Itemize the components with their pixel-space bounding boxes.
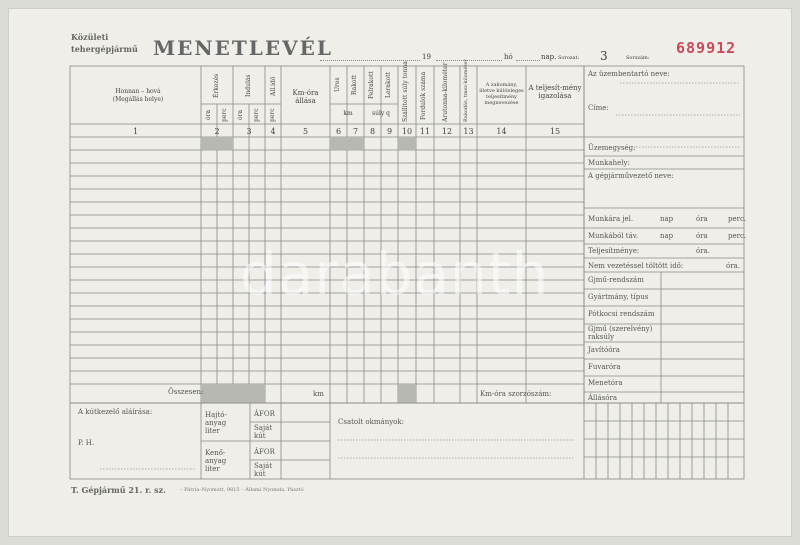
- waybill-form: [8, 8, 792, 537]
- gyartmany-label: Gyártmány, típus: [588, 293, 649, 301]
- ph-label: P. H.: [78, 439, 95, 447]
- uzemegyseg-label: Üzemegység:: [588, 144, 636, 152]
- col-ures: Üres: [334, 77, 341, 93]
- tehergepjarmu-label: tehergépjármű: [71, 44, 138, 54]
- col-erkezes-perc: perc: [221, 108, 228, 122]
- munkabol-nap: nap: [660, 232, 674, 240]
- munkahely-label: Munkahely:: [588, 159, 630, 167]
- munkara-ora: óra: [696, 215, 708, 223]
- col-lerakott: Lerakott: [385, 71, 392, 99]
- keno-anyag: anyag: [205, 457, 227, 465]
- serial-number: 689912: [676, 39, 737, 57]
- colnum-14: 14: [496, 127, 507, 136]
- cime-label: Címe:: [588, 104, 609, 112]
- hajto-sajat-kut: [254, 424, 272, 440]
- col-indulas: Indulás: [245, 74, 252, 98]
- colnum-6: 6: [335, 127, 342, 136]
- keno-afor: ÁFOR: [254, 448, 275, 456]
- hajto-sajat: Saját: [254, 424, 273, 432]
- col-km-ora: Km-óra: [292, 89, 319, 97]
- nem-vezetessel-ora: óra.: [726, 262, 740, 270]
- keno-liter: liter: [205, 465, 220, 473]
- col-erkezes: Érkezés: [213, 73, 220, 99]
- form-code: T. Gépjármű 21. r. sz.: [71, 485, 166, 495]
- col-szallitott: Szállított súly tonna: [402, 61, 409, 122]
- teljesitmenye-ora: óra.: [696, 247, 710, 255]
- hajto-label: [205, 411, 227, 435]
- ho-label: hó: [504, 53, 513, 61]
- sorszam-label: Sorszám:: [626, 55, 650, 61]
- colnum-1: 1: [132, 127, 139, 136]
- hajto-kut: kút: [254, 432, 266, 440]
- col-fordulok: Fordulók száma: [420, 71, 427, 121]
- hajto-anyag: anyag: [205, 419, 227, 427]
- colnum-12: 12: [441, 127, 453, 136]
- col-km: km: [343, 110, 353, 117]
- km-label: km: [313, 390, 324, 398]
- munkabol-ora: óra: [696, 232, 708, 240]
- osszesen-label: Összesen:: [168, 388, 204, 396]
- keno-kut: kút: [254, 470, 266, 478]
- munkara-perc: perc.: [728, 215, 747, 223]
- colnum-15: 15: [549, 127, 561, 136]
- form-title: MENETLEVÉL: [153, 36, 333, 60]
- hajto-word: Hajtó-: [205, 411, 227, 419]
- colnum-11: 11: [419, 127, 431, 136]
- col-megallas: (Megállás helye): [112, 96, 164, 103]
- colnum-2: 2: [214, 127, 220, 136]
- uzembentarto-label: Az üzembentartó neve:: [588, 70, 670, 78]
- kutkezelo-label: A kútkezelő aláírása:: [78, 408, 153, 416]
- sorozat-value: 3: [600, 49, 608, 63]
- keno-word: Kenő-: [205, 449, 226, 457]
- watermark: darabanth: [240, 240, 550, 308]
- col-allido: Áll.idő: [270, 76, 277, 96]
- gjmu-rendszam-label: Gjmű-rendszám: [588, 276, 644, 284]
- keno-label: [205, 449, 226, 473]
- col-erkezes-ora: óra: [205, 109, 212, 121]
- csatolt-okmanyok-label: Csatolt okmányok:: [338, 418, 404, 426]
- fuvarora-label: Fuvaróra: [588, 363, 621, 371]
- javitoora-label: Javítóóra: [588, 346, 620, 354]
- col-km-ora-allasa: állása: [295, 97, 316, 105]
- colnum-7: 7: [352, 127, 359, 136]
- hajto-afor: ÁFOR: [254, 410, 275, 418]
- munkara-nap: nap: [660, 215, 674, 223]
- munkara-jel-label: Munkára jel.: [588, 215, 634, 223]
- teljesitmenye-label: Teljesítménye:: [588, 247, 640, 255]
- munkabol-tav-label: Munkából táv.: [588, 232, 639, 240]
- col-rakodas: Rakodás, tmsz-kilométer: [463, 59, 469, 122]
- col-honnan: Honnan – hová: [115, 88, 161, 95]
- printer-info: – Pátria–Nyomott, 9815 – Állami Nyomda, Pásztó: [180, 487, 304, 493]
- colnum-13: 13: [463, 127, 474, 136]
- gjmu-szerelveny-label: Gjmű (szerelvény) raksúly: [588, 325, 653, 341]
- col-suly: súly q: [372, 110, 390, 117]
- keno-sajat-kut: [254, 462, 272, 478]
- keno-sajat: Saját: [254, 462, 273, 470]
- col-rakott: Rakott: [351, 74, 358, 96]
- colnum-10: 10: [401, 127, 413, 136]
- colnum-4: 4: [270, 127, 276, 136]
- gepjarmuvezeto-label: A gépjárművezető neve:: [588, 172, 674, 180]
- col-allido-perc: perc: [269, 108, 276, 122]
- col-teljesitmeny: A teljesít-mény igazolása: [528, 84, 582, 100]
- colnum-9: 9: [386, 127, 393, 136]
- allasora-label: Állásóra: [588, 394, 618, 402]
- potkocsi-label: Pótkocsi rendszám: [588, 310, 655, 318]
- menetora-label: Menetóra: [588, 379, 623, 387]
- col-azonban: A zakomány, illetve különleges teljesítmény megnevezése: [479, 82, 524, 106]
- km-ora-szorzoszam-label: Km-óra szorzószám:: [480, 390, 552, 398]
- kozuleti-label: Közületi: [71, 32, 109, 42]
- year-prefix: 19: [422, 53, 431, 61]
- hajto-liter: liter: [205, 427, 220, 435]
- colnum-3: 3: [246, 127, 252, 136]
- col-indulas-perc: perc: [253, 108, 260, 122]
- nem-vezetessel-label: Nem vezetéssel töltött idő:: [588, 262, 684, 270]
- nap-label: nap.: [541, 53, 557, 61]
- munkabol-perc: perc.: [728, 232, 747, 240]
- colnum-5: 5: [302, 127, 309, 136]
- sorozat-label: Sorozat:: [558, 55, 580, 61]
- col-felrakott: Felrakott: [368, 71, 375, 99]
- col-indulas-ora: óra: [237, 109, 244, 121]
- col-arutonna: Árutonna-kilométer: [442, 62, 449, 122]
- colnum-8: 8: [369, 127, 376, 136]
